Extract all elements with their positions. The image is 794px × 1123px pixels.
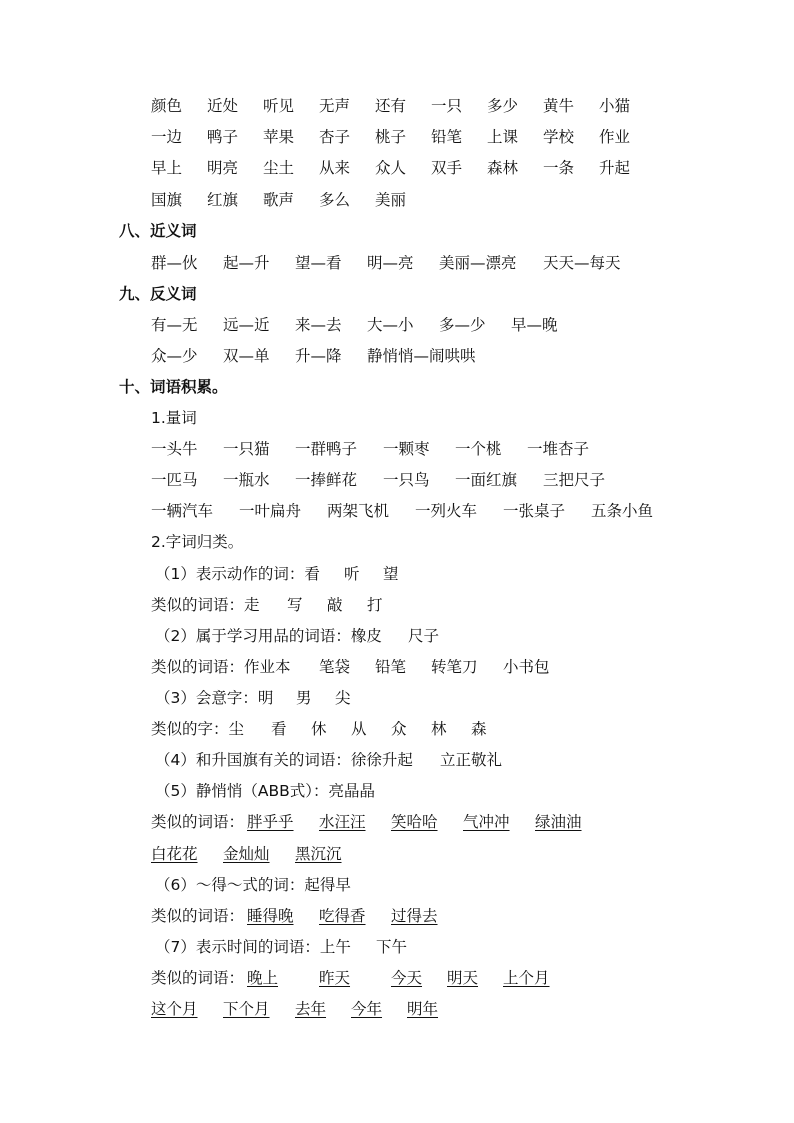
- word: 还有: [375, 97, 407, 115]
- subsection-title: 1.量词: [151, 409, 197, 427]
- text: 立正敬礼: [440, 751, 503, 769]
- text: 类似的词语：: [151, 813, 245, 831]
- word: 杏子: [319, 128, 351, 146]
- text: 类似的词语：作业本: [151, 658, 291, 676]
- measure-phrase: 一堆杏子: [527, 440, 590, 458]
- answer-word: 明年: [407, 1000, 439, 1018]
- text: 听: [344, 565, 360, 583]
- measure-phrase: 一头牛: [151, 440, 198, 458]
- antonym-pair: 早—晚: [511, 316, 558, 334]
- measure-phrase: 一只猫: [223, 440, 270, 458]
- word: 无声: [319, 97, 351, 115]
- antonym-pair: 静悄悄—闹哄哄: [367, 347, 476, 365]
- text: 转笔刀: [431, 658, 478, 676]
- word: 美丽: [375, 191, 407, 209]
- synonym-pair: 美丽—漂亮: [439, 254, 517, 272]
- word: 早上: [151, 159, 183, 177]
- measure-phrase: 五条小鱼: [591, 502, 654, 520]
- antonym-pair: 双—单: [223, 347, 270, 365]
- section-heading: 八、近义词: [119, 222, 197, 240]
- measure-phrase: 一面红旗: [455, 471, 518, 489]
- word: 明亮: [207, 159, 239, 177]
- synonym-pair: 望—看: [295, 254, 342, 272]
- word: 多么: [319, 191, 351, 209]
- text: （5）静悄悄（ABB式）：亮晶晶: [155, 782, 375, 800]
- antonym-pair: 大—小: [367, 316, 414, 334]
- word: 学校: [543, 128, 575, 146]
- antonym-pair: 有—无: [151, 316, 198, 334]
- measure-phrase: 一辆汽车: [151, 502, 214, 520]
- answer-word: 明天: [447, 969, 479, 987]
- text: 下午: [376, 938, 408, 956]
- word: 森林: [487, 159, 519, 177]
- measure-phrase: 一匹马: [151, 471, 198, 489]
- answer-word: 水汪汪: [319, 813, 366, 831]
- word: 尘土: [263, 159, 295, 177]
- word: 从来: [319, 159, 351, 177]
- subsection-title: 2.字词归类。: [151, 533, 244, 551]
- measure-phrase: 一个桃: [455, 440, 502, 458]
- text: 众: [391, 720, 407, 738]
- text: 铅笔: [375, 658, 407, 676]
- text: 类似的词语：: [151, 907, 245, 925]
- answer-word: 金灿灿: [223, 845, 270, 863]
- answer-word: 吃得香: [319, 907, 366, 925]
- answer-word: 白花花: [151, 845, 198, 863]
- word: 上课: [487, 128, 519, 146]
- text: （6）～得～式的词：起得早: [155, 876, 351, 894]
- text: （1）表示动作的词：看: [155, 565, 320, 583]
- word: 多少: [487, 97, 519, 115]
- measure-phrase: 一捧鲜花: [295, 471, 358, 489]
- word: 铅笔: [431, 128, 463, 146]
- measure-phrase: 一只鸟: [383, 471, 430, 489]
- word: 升起: [599, 159, 631, 177]
- word: 作业: [599, 128, 631, 146]
- answer-word: 这个月: [151, 1000, 198, 1018]
- word: 黄牛: [543, 97, 575, 115]
- text: 尖: [335, 689, 351, 707]
- text: 写: [287, 596, 303, 614]
- word: 红旗: [207, 191, 239, 209]
- text: 林: [431, 720, 447, 738]
- measure-phrase: 一颗枣: [383, 440, 430, 458]
- synonym-pair: 明—亮: [367, 254, 414, 272]
- text: 类似的字：尘: [151, 720, 245, 738]
- measure-phrase: 一张桌子: [503, 502, 566, 520]
- section-heading: 十、词语积累。: [119, 378, 228, 396]
- text: 打: [367, 596, 383, 614]
- answer-word: 睡得晚: [247, 907, 294, 925]
- answer-word: 黑沉沉: [295, 845, 342, 863]
- measure-phrase: 两架飞机: [327, 502, 390, 520]
- text: 男: [296, 689, 312, 707]
- answer-word: 昨天: [319, 969, 351, 987]
- antonym-pair: 来—去: [295, 316, 342, 334]
- word: 歌声: [263, 191, 295, 209]
- answer-word: 笑哈哈: [391, 813, 438, 831]
- word: 国旗: [151, 191, 183, 209]
- text: 休: [311, 720, 327, 738]
- answer-word: 气冲冲: [463, 813, 510, 831]
- text: 小书包: [503, 658, 550, 676]
- antonym-pair: 多—少: [439, 316, 486, 334]
- text: （2）属于学习用品的词语：橡皮: [155, 627, 382, 645]
- word: 一只: [431, 97, 463, 115]
- text: （4）和升国旗有关的词语：徐徐升起: [155, 751, 413, 769]
- word: 苹果: [263, 128, 295, 146]
- text: 尺子: [408, 627, 440, 645]
- answer-word: 绿油油: [535, 813, 582, 831]
- text: 敲: [327, 596, 343, 614]
- text: 笔袋: [319, 658, 351, 676]
- measure-phrase: 一瓶水: [223, 471, 270, 489]
- text: （3）会意字：明: [155, 689, 274, 707]
- text: 类似的词语：: [151, 969, 245, 987]
- measure-phrase: 一群鸭子: [295, 440, 358, 458]
- synonym-pair: 起—升: [223, 254, 270, 272]
- measure-phrase: 一列火车: [415, 502, 478, 520]
- text: 看: [271, 720, 287, 738]
- measure-phrase: 一叶扁舟: [239, 502, 302, 520]
- word: 一条: [543, 159, 575, 177]
- answer-word: 今天: [391, 969, 423, 987]
- text: 从: [351, 720, 367, 738]
- word: 一边: [151, 128, 183, 146]
- answer-word: 今年: [351, 1000, 383, 1018]
- word: 众人: [375, 159, 407, 177]
- word: 双手: [431, 159, 463, 177]
- antonym-pair: 众—少: [151, 347, 198, 365]
- answer-word: 晚上: [247, 969, 279, 987]
- word: 颜色: [151, 97, 183, 115]
- answer-word: 胖乎乎: [247, 813, 294, 831]
- text: 望: [383, 565, 399, 583]
- word: 小猫: [599, 97, 631, 115]
- section-heading: 九、反义词: [119, 285, 197, 303]
- word: 桃子: [375, 128, 407, 146]
- synonym-pair: 群—伙: [151, 254, 198, 272]
- text: 类似的词语：走: [151, 596, 260, 614]
- antonym-pair: 升—降: [295, 347, 342, 365]
- text: 森: [471, 720, 487, 738]
- synonym-pair: 天天—每天: [543, 254, 621, 272]
- word: 听见: [263, 97, 295, 115]
- answer-word: 过得去: [391, 907, 438, 925]
- word: 鸭子: [207, 128, 239, 146]
- antonym-pair: 远—近: [223, 316, 270, 334]
- answer-word: 去年: [295, 1000, 327, 1018]
- answer-word: 下个月: [223, 1000, 270, 1018]
- word: 近处: [207, 97, 239, 115]
- text: （7）表示时间的词语：上午: [155, 938, 351, 956]
- answer-word: 上个月: [503, 969, 550, 987]
- measure-phrase: 三把尺子: [543, 471, 606, 489]
